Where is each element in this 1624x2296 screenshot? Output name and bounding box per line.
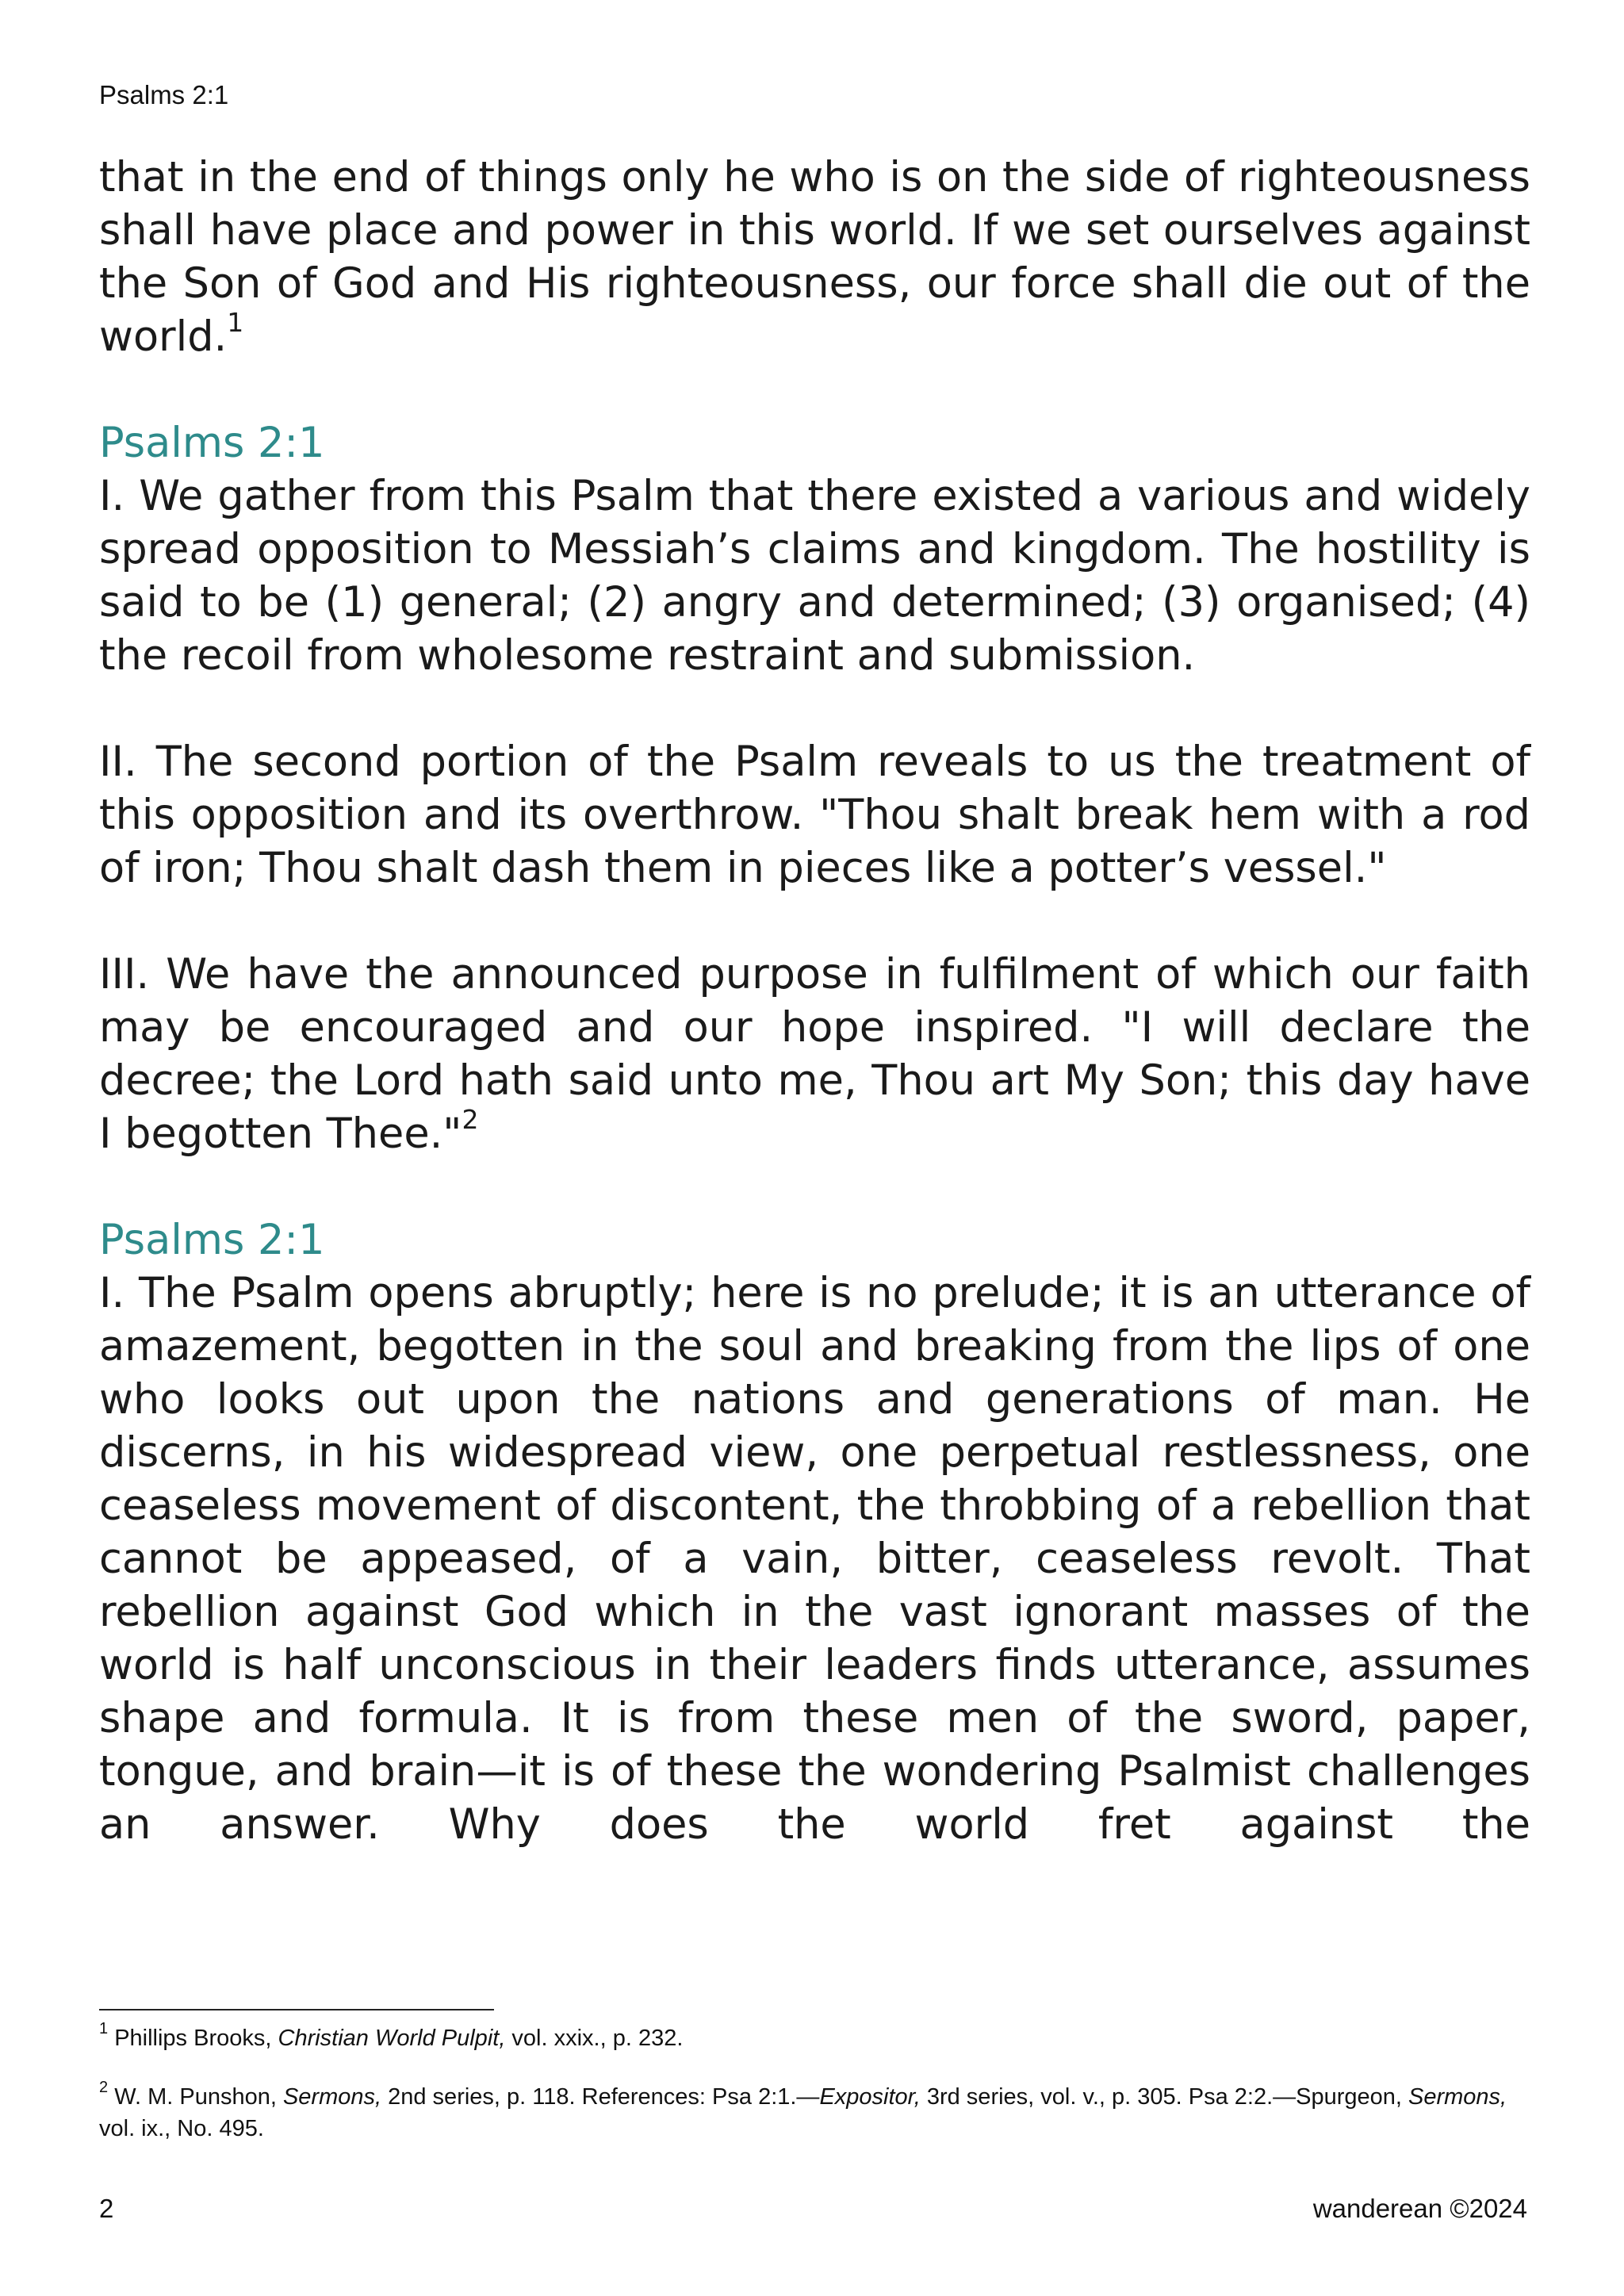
footnote-1-work: Christian World Pulpit, bbox=[278, 2026, 506, 2051]
intro-paragraph bbox=[99, 151, 1530, 363]
section-2-paragraph-1: I. The Psalm opens abruptly; here is no prelude; it is an utterance of amazement, begotten in the soul and breaking from the lips of one who looks out upon the nations and generations of man. He discerns, in his widespread view, one perpetual restlessness, one ceaseless movement of discontent, the throbbing of a rebellion that cannot be appeased, of a vain, bitter, ceaseless revolt. That rebellion against God which in the vast ignorant masses of the world is half unconscious in their leaders finds utterance, assumes shape and formula. It is from these men of the sword, paper, tongue, and brain—it is of these the wondering Psalmist challenges an answer. Why does the world fret against the bbox=[99, 1269, 1530, 1849]
page-number: 2 bbox=[99, 2194, 114, 2223]
footnote-1-rest: vol. xxix., p. 232. bbox=[505, 2026, 684, 2051]
section-1-paragraph-3 bbox=[99, 948, 1530, 1160]
footnote-1-author: Phillips Brooks, bbox=[114, 2026, 278, 2051]
footnote-2-work-3: Sermons, bbox=[1408, 2084, 1507, 2110]
running-header: Psalms 2:1 bbox=[99, 80, 229, 109]
footnote-2-work: Sermons, bbox=[282, 2084, 382, 2110]
section-heading-1: Psalms 2:1 bbox=[99, 419, 325, 467]
footnote-2-mid-2: 3rd series, vol. v., p. 305. Psa 2:2.—Spurgeon, bbox=[920, 2084, 1409, 2110]
page-body bbox=[99, 151, 1530, 1851]
footnote-ref-1[interactable]: 1 bbox=[227, 306, 244, 338]
footnote-2 bbox=[99, 2081, 1530, 2145]
footnote-1-number: 1 bbox=[99, 2020, 109, 2038]
footnote-2-work-2: Expositor, bbox=[819, 2084, 921, 2110]
intro-paragraph-text: that in the end of things only he who is on the side of righteousness shall have place and power in this world. If we set ourselves against the Son of God and His righteousness, our force shall die out of the world. bbox=[99, 153, 1530, 361]
section-1-paragraph-3-text: III. We have the announced purpose in fulfilment of which our faith may be encouraged and our hope inspired. "I will declare the decree; the Lord hath said unto me, Thou art My Son; this day have I begotten Thee." bbox=[99, 950, 1530, 1158]
footnote-2-number: 2 bbox=[99, 2079, 109, 2097]
section-heading-2: Psalms 2:1 bbox=[99, 1216, 325, 1264]
section-1-paragraph-1: I. We gather from this Psalm that there existed a various and widely spread opposition to Messiah’s claims and kingdom. The hostility is said to be (1) general; (2) angry and determined; (3) organised; (4) the recoil from wholesome restraint and submission. bbox=[99, 472, 1530, 680]
footnote-separator bbox=[99, 2009, 494, 2010]
footnote-2-author: W. M. Punshon, bbox=[114, 2084, 283, 2110]
footnote-2-mid: 2nd series, p. 118. References: Psa 2:1.— bbox=[381, 2084, 820, 2110]
section-1-paragraph-2: II. The second portion of the Psalm reveals to us the treatment of this opposition and its overthrow. "Thou shalt break hem with a rod of iron; Thou shalt dash them in pieces like a potter’s vessel." bbox=[99, 738, 1530, 892]
footnotes bbox=[99, 2022, 1530, 2145]
footnote-1 bbox=[99, 2022, 1530, 2054]
footnote-2-rest: vol. ix., No. 495. bbox=[99, 2116, 264, 2141]
copyright-notice: wanderean ©2024 bbox=[1312, 2194, 1527, 2223]
footnote-ref-2[interactable]: 2 bbox=[462, 1103, 479, 1135]
